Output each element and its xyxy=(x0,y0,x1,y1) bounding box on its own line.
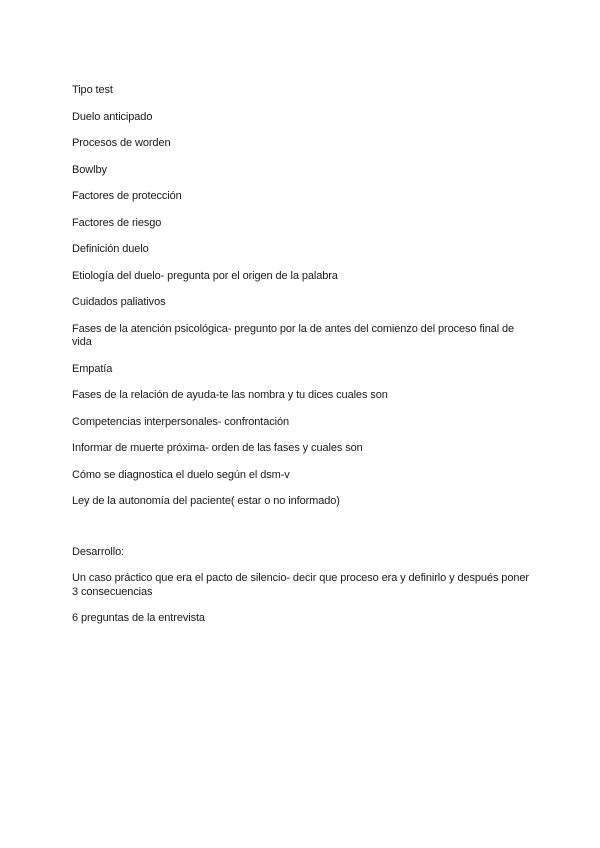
test-item-fases-relacion-ayuda: Fases de la relación de ayuda-te las nombra y tu dices cuales son xyxy=(72,389,388,401)
test-item-procesos-worden: Procesos de worden xyxy=(72,137,171,149)
document-content xyxy=(72,84,534,639)
test-section-title: Tipo test xyxy=(72,84,113,96)
test-item-informar-muerte: Informar de muerte próxima- orden de las fases y cuales son xyxy=(72,442,363,454)
test-item-competencias-interpersonales: Competencias interpersonales- confrontación xyxy=(72,415,290,428)
test-item-factores-riesgo: Factores de riesgo xyxy=(72,216,162,229)
test-item-bowlby: Bowlby xyxy=(72,163,107,176)
test-item-diagnostico-dsm: Cómo se diagnostica el duelo según el dsm-v xyxy=(72,468,290,481)
test-item-fases-atencion-psicologica: Fases de la atención psicológica- pregunto por la de antes del comienzo del proceso final de vida xyxy=(72,322,515,348)
test-item-factores-proteccion: Factores de protección xyxy=(72,190,182,202)
development-section-title: Desarrollo: xyxy=(72,545,125,558)
section-spacer xyxy=(72,522,534,546)
test-item-empatia: Empatía xyxy=(72,362,113,375)
test-item-ley-autonomia: Ley de la autonomía del paciente( estar o no informado) xyxy=(72,495,340,507)
test-item-etiologia-duelo: Etiología del duelo- pregunta por el origen de la palabra xyxy=(72,269,338,282)
test-item-cuidados-paliativos: Cuidados paliativos xyxy=(72,296,166,308)
test-item-duelo-anticipado: Duelo anticipado xyxy=(72,110,153,123)
test-item-definicion-duelo: Definición duelo xyxy=(72,243,149,255)
development-item-caso-practico: Un caso práctico que era el pacto de silencio- decir que proceso era y definirlo y después poner 3 consecuencias xyxy=(72,572,529,598)
development-item-preguntas-entrevista: 6 preguntas de la entrevista xyxy=(72,612,205,624)
